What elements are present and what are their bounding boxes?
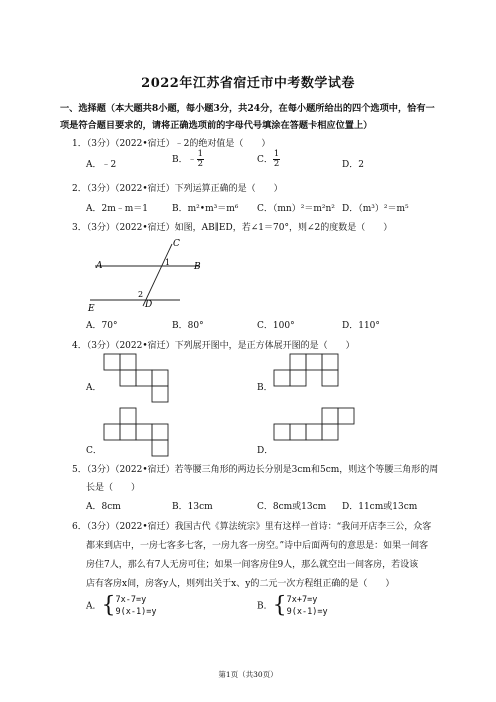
q6-option-a bbox=[86, 594, 156, 618]
q5-option-a: A．8cm bbox=[86, 502, 121, 512]
q4-option-a: A． bbox=[86, 383, 102, 393]
q2-option-d: D．（m³）²＝m⁵ bbox=[342, 204, 409, 214]
q3-option-a: A．70° bbox=[86, 321, 118, 331]
page-footer: 第1页（共30页） bbox=[218, 670, 278, 679]
q6-option-b-label: B． bbox=[257, 601, 273, 612]
q6-stem-line2: 都来到店中，一房七客多七客，一房九客一房空。”诗中后面两句的意思是：如果一间客 bbox=[86, 541, 429, 551]
q4-option-b: B． bbox=[257, 383, 273, 393]
q1-option-a: A．﹣2 bbox=[86, 160, 117, 170]
q3-stem: 3．（3分）（2022•宿迁）如图，AB∥ED，若∠1＝70°，则∠2的度数是（ ） bbox=[72, 223, 393, 233]
q1-option-c-prefix: C． bbox=[257, 155, 273, 165]
q1-option-d: D．2 bbox=[342, 160, 364, 170]
q1-option-b-prefix: B．﹣ bbox=[172, 155, 197, 165]
q3-option-d: D．110° bbox=[342, 321, 380, 331]
section-heading: 一、选择题（本大题共8小题，每小题3分，共24分，在每小题所给出的四个选项中，恰有一项是符合题目要求的，请将正确选项前的字母代号填涂在答题卡相应位置上） bbox=[60, 103, 435, 131]
q3-option-b: B．80° bbox=[172, 321, 204, 331]
q3-angle-1-label: 1 bbox=[165, 258, 171, 267]
q4-option-d: D． bbox=[257, 446, 274, 456]
brace-icon: { bbox=[272, 593, 287, 618]
q2-option-a: A．2m﹣m＝1 bbox=[86, 204, 149, 214]
brace-icon: { bbox=[101, 593, 116, 618]
q3-label-d: D bbox=[145, 300, 153, 310]
q5-stem-line1: 5．（3分）（2022•宿迁）若等腰三角形的两边长分别是3cm和5cm，则这个等腰三角形的周 bbox=[72, 465, 439, 475]
q6-option-b-system: 7x+7=y 9(x-1)=y bbox=[286, 595, 328, 617]
q1-option-c-fraction: $\frac{1}{2}$ bbox=[273, 149, 280, 169]
q4-option-c: C． bbox=[86, 446, 102, 456]
q5-stem-line2: 长是（ ） bbox=[86, 483, 141, 493]
q6-option-a-system: 7x-7=y 9(x-1)=y bbox=[115, 595, 157, 617]
q6-stem-line1: 6．（3分）（2022•宿迁）我国古代《算法统宗》里有这样一首诗：“我问开店李三公，众客 bbox=[72, 522, 432, 532]
q3-label-c: C bbox=[173, 239, 180, 249]
q6-option-a-label: A． bbox=[86, 601, 102, 612]
q5-option-b: B．13cm bbox=[172, 502, 213, 512]
q2-stem: 2．（3分）（2022•宿迁）下列运算正确的是（ ） bbox=[72, 184, 283, 194]
q3-label-a: A bbox=[96, 261, 103, 271]
q6-stem-line4: 店有客房x间，房客y人，则列出关于x、y的二元一次方程组正确的是（ ） bbox=[86, 579, 395, 589]
q2-option-b: B．m²•m³＝m⁶ bbox=[172, 204, 239, 214]
q3-label-e: E bbox=[88, 304, 95, 314]
q6-option-b bbox=[257, 594, 328, 618]
q5-option-d: D．11cm或13cm bbox=[342, 502, 418, 512]
q3-label-b: B bbox=[194, 262, 201, 272]
q1-option-b-fraction: $\frac{1}{2}$ bbox=[197, 149, 204, 169]
q1-stem: 1．（3分）（2022•宿迁）﹣2的绝对值是（ ） bbox=[72, 139, 271, 149]
page-title: 2022年江苏省宿迁市中考数学试卷 bbox=[141, 76, 355, 91]
q3-option-c: C．100° bbox=[257, 321, 295, 331]
q4-stem: 4．（3分）（2022•宿迁）下列展开图中，是正方体展开图的是（ ） bbox=[72, 341, 355, 351]
q3-angle-2-label: 2 bbox=[138, 290, 144, 299]
q5-option-c: C．8cm或13cm bbox=[257, 502, 327, 512]
q6-stem-line3: 房住7人，那么有7人无房可住；如果一间客房住9人，那么就空出一间客房，若设该 bbox=[86, 560, 419, 570]
q2-option-c: C．（mn）²＝m²n² bbox=[257, 204, 335, 214]
